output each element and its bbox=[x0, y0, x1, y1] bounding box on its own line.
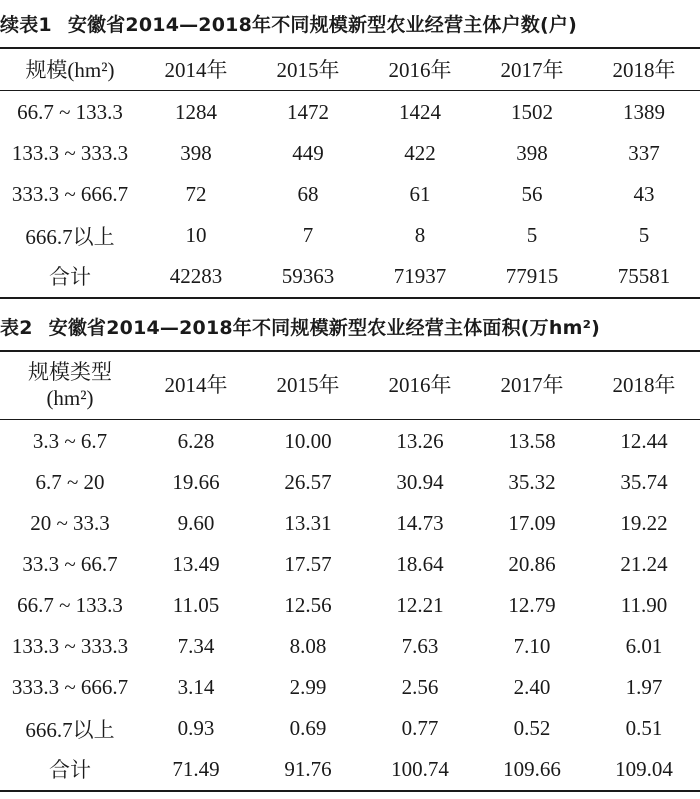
table-cell: 18.64 bbox=[396, 552, 444, 576]
table-cell: 7 bbox=[302, 223, 314, 247]
table-cell: 7.10 bbox=[513, 634, 551, 658]
table-cell: 0.69 bbox=[289, 716, 327, 740]
table2-header-year: 2016年 bbox=[388, 373, 452, 397]
table-cell: 26.57 bbox=[284, 470, 332, 494]
table1-header-rule bbox=[0, 90, 700, 91]
table2-header-row bbox=[0, 352, 700, 418]
table2-header-year: 2014年 bbox=[164, 373, 228, 397]
table-cell: 0.77 bbox=[401, 716, 439, 740]
table-cell-scale: 333.3 ~ 666.7 bbox=[11, 675, 129, 699]
table-row bbox=[0, 215, 700, 256]
table-row bbox=[0, 585, 700, 626]
table-cell: 19.22 bbox=[620, 511, 668, 535]
table-row-total bbox=[0, 256, 700, 296]
table-cell-scale: 666.7以上 bbox=[25, 717, 115, 742]
table-cell: 109.04 bbox=[615, 756, 673, 781]
table-cell: 20.86 bbox=[508, 552, 556, 576]
table1-header-year: 2014年 bbox=[164, 58, 228, 82]
table-cell: 19.66 bbox=[172, 470, 220, 494]
table-cell: 7.34 bbox=[177, 634, 215, 658]
table-row bbox=[0, 133, 700, 174]
table-cell-scale: 133.3 ~ 333.3 bbox=[11, 141, 129, 165]
table-row bbox=[0, 544, 700, 585]
table-cell: 1389 bbox=[623, 100, 665, 124]
table-cell: 12.21 bbox=[396, 593, 444, 617]
table-cell: 11.90 bbox=[620, 593, 668, 617]
table-cell-scale: 66.7 ~ 133.3 bbox=[17, 100, 123, 124]
table2-header-year: 2018年 bbox=[612, 373, 676, 397]
table-cell: 77915 bbox=[505, 263, 559, 288]
table-row bbox=[0, 708, 700, 749]
table-cell: 0.93 bbox=[177, 716, 215, 740]
table-row bbox=[0, 92, 700, 133]
table1-header-year: 2017年 bbox=[500, 58, 564, 82]
table-cell: 17.57 bbox=[284, 552, 332, 576]
table-cell: 71.49 bbox=[172, 756, 220, 781]
table-cell: 71937 bbox=[393, 263, 447, 288]
table1-header-year: 2015年 bbox=[276, 58, 340, 82]
table-cell: 11.05 bbox=[172, 593, 220, 617]
table-cell: 422 bbox=[404, 141, 436, 165]
table1-header-row bbox=[0, 49, 700, 89]
table-cell: 68 bbox=[297, 182, 319, 206]
table-cell: 17.09 bbox=[508, 511, 556, 535]
table-cell: 91.76 bbox=[284, 756, 332, 781]
table-cell: 337 bbox=[628, 141, 660, 165]
table-row bbox=[0, 503, 700, 544]
table-cell: 5 bbox=[638, 223, 650, 247]
table-cell-scale: 666.7以上 bbox=[25, 224, 115, 249]
table-cell: 0.52 bbox=[513, 716, 551, 740]
table-row bbox=[0, 421, 700, 462]
table-cell: 3.14 bbox=[177, 675, 215, 699]
table2-header-year: 2017年 bbox=[500, 373, 564, 397]
table-row bbox=[0, 667, 700, 708]
table-cell: 21.24 bbox=[620, 552, 668, 576]
table1 bbox=[0, 49, 700, 89]
table-cell: 2.56 bbox=[401, 675, 439, 699]
table-cell: 13.31 bbox=[284, 511, 332, 535]
table2-header-rule bbox=[0, 419, 700, 420]
table-cell: 1284 bbox=[175, 100, 217, 124]
table-cell-scale: 合计 bbox=[49, 265, 91, 289]
table1-bottom-rule bbox=[0, 297, 700, 299]
table-cell: 35.74 bbox=[620, 470, 668, 494]
table-cell-scale: 333.3 ~ 666.7 bbox=[11, 182, 129, 206]
table2 bbox=[0, 352, 700, 418]
table-cell: 9.60 bbox=[177, 511, 215, 535]
table-cell-scale: 合计 bbox=[49, 758, 91, 782]
table-row bbox=[0, 174, 700, 215]
table1-header-year: 2016年 bbox=[388, 58, 452, 82]
table-cell-scale: 133.3 ~ 333.3 bbox=[11, 634, 129, 658]
table-cell: 75581 bbox=[617, 263, 671, 288]
table-cell: 1424 bbox=[399, 100, 441, 124]
table1-header-scale: 规模(hm²) bbox=[25, 58, 115, 82]
table-cell: 5 bbox=[526, 223, 538, 247]
table-cell: 56 bbox=[521, 182, 543, 206]
table1-caption bbox=[0, 10, 700, 37]
table2-header-year: 2015年 bbox=[276, 373, 340, 397]
table-cell: 449 bbox=[292, 141, 324, 165]
table-cell: 14.73 bbox=[396, 511, 444, 535]
table-cell: 8 bbox=[414, 223, 426, 247]
table-cell: 6.28 bbox=[177, 429, 215, 453]
table1-body bbox=[0, 92, 700, 296]
table-cell: 10 bbox=[185, 223, 207, 247]
table-cell: 2.40 bbox=[513, 675, 551, 699]
table2-body bbox=[0, 421, 700, 789]
table-cell: 43 bbox=[633, 182, 655, 206]
table-cell: 100.74 bbox=[391, 756, 449, 781]
table-cell: 42283 bbox=[169, 263, 223, 288]
table2-header-scale-line2: (hm²) bbox=[46, 386, 94, 410]
table2-bottom-rule bbox=[0, 790, 700, 792]
table-cell-scale: 33.3 ~ 66.7 bbox=[22, 552, 118, 576]
table-cell: 1.97 bbox=[625, 675, 663, 699]
table-row-total bbox=[0, 749, 700, 789]
table2-header-scale-line1: 规模类型 bbox=[28, 360, 112, 384]
table-row bbox=[0, 462, 700, 503]
table-cell: 8.08 bbox=[289, 634, 327, 658]
table1-caption-label: 续表1 bbox=[0, 14, 52, 36]
table-cell: 12.56 bbox=[284, 593, 332, 617]
table-cell: 109.66 bbox=[503, 756, 561, 781]
table-cell: 0.51 bbox=[625, 716, 663, 740]
table2-caption-label: 表2 bbox=[0, 317, 33, 339]
table-cell: 12.44 bbox=[620, 429, 668, 453]
table-cell: 13.26 bbox=[396, 429, 444, 453]
table-cell: 398 bbox=[180, 141, 212, 165]
table-cell: 59363 bbox=[281, 263, 335, 288]
table-cell-scale: 3.3 ~ 6.7 bbox=[32, 429, 108, 453]
table-cell: 1472 bbox=[287, 100, 329, 124]
table-cell: 30.94 bbox=[396, 470, 444, 494]
table-cell: 7.63 bbox=[401, 634, 439, 658]
table-cell: 13.58 bbox=[508, 429, 556, 453]
table1-header-year: 2018年 bbox=[612, 58, 676, 82]
table2-header-scale bbox=[0, 352, 140, 418]
table-cell: 35.32 bbox=[508, 470, 556, 494]
table-cell-scale: 20 ~ 33.3 bbox=[30, 511, 110, 535]
table2-caption-title: 安徽省2014—2018年不同规模新型农业经营主体面积(万hm²) bbox=[48, 317, 601, 339]
table-row bbox=[0, 626, 700, 667]
table-cell-scale: 66.7 ~ 133.3 bbox=[17, 593, 123, 617]
table-cell: 398 bbox=[516, 141, 548, 165]
table-cell: 72 bbox=[185, 182, 207, 206]
table2-caption bbox=[0, 313, 700, 340]
table-cell: 13.49 bbox=[172, 552, 220, 576]
table-cell: 12.79 bbox=[508, 593, 556, 617]
table-cell: 61 bbox=[409, 182, 431, 206]
table-cell: 2.99 bbox=[289, 675, 327, 699]
table-cell: 1502 bbox=[511, 100, 553, 124]
table-cell-scale: 6.7 ~ 20 bbox=[35, 470, 105, 494]
table1-caption-title: 安徽省2014—2018年不同规模新型农业经营主体户数(户) bbox=[67, 14, 577, 36]
table-cell: 10.00 bbox=[284, 429, 332, 453]
table-cell: 6.01 bbox=[625, 634, 663, 658]
